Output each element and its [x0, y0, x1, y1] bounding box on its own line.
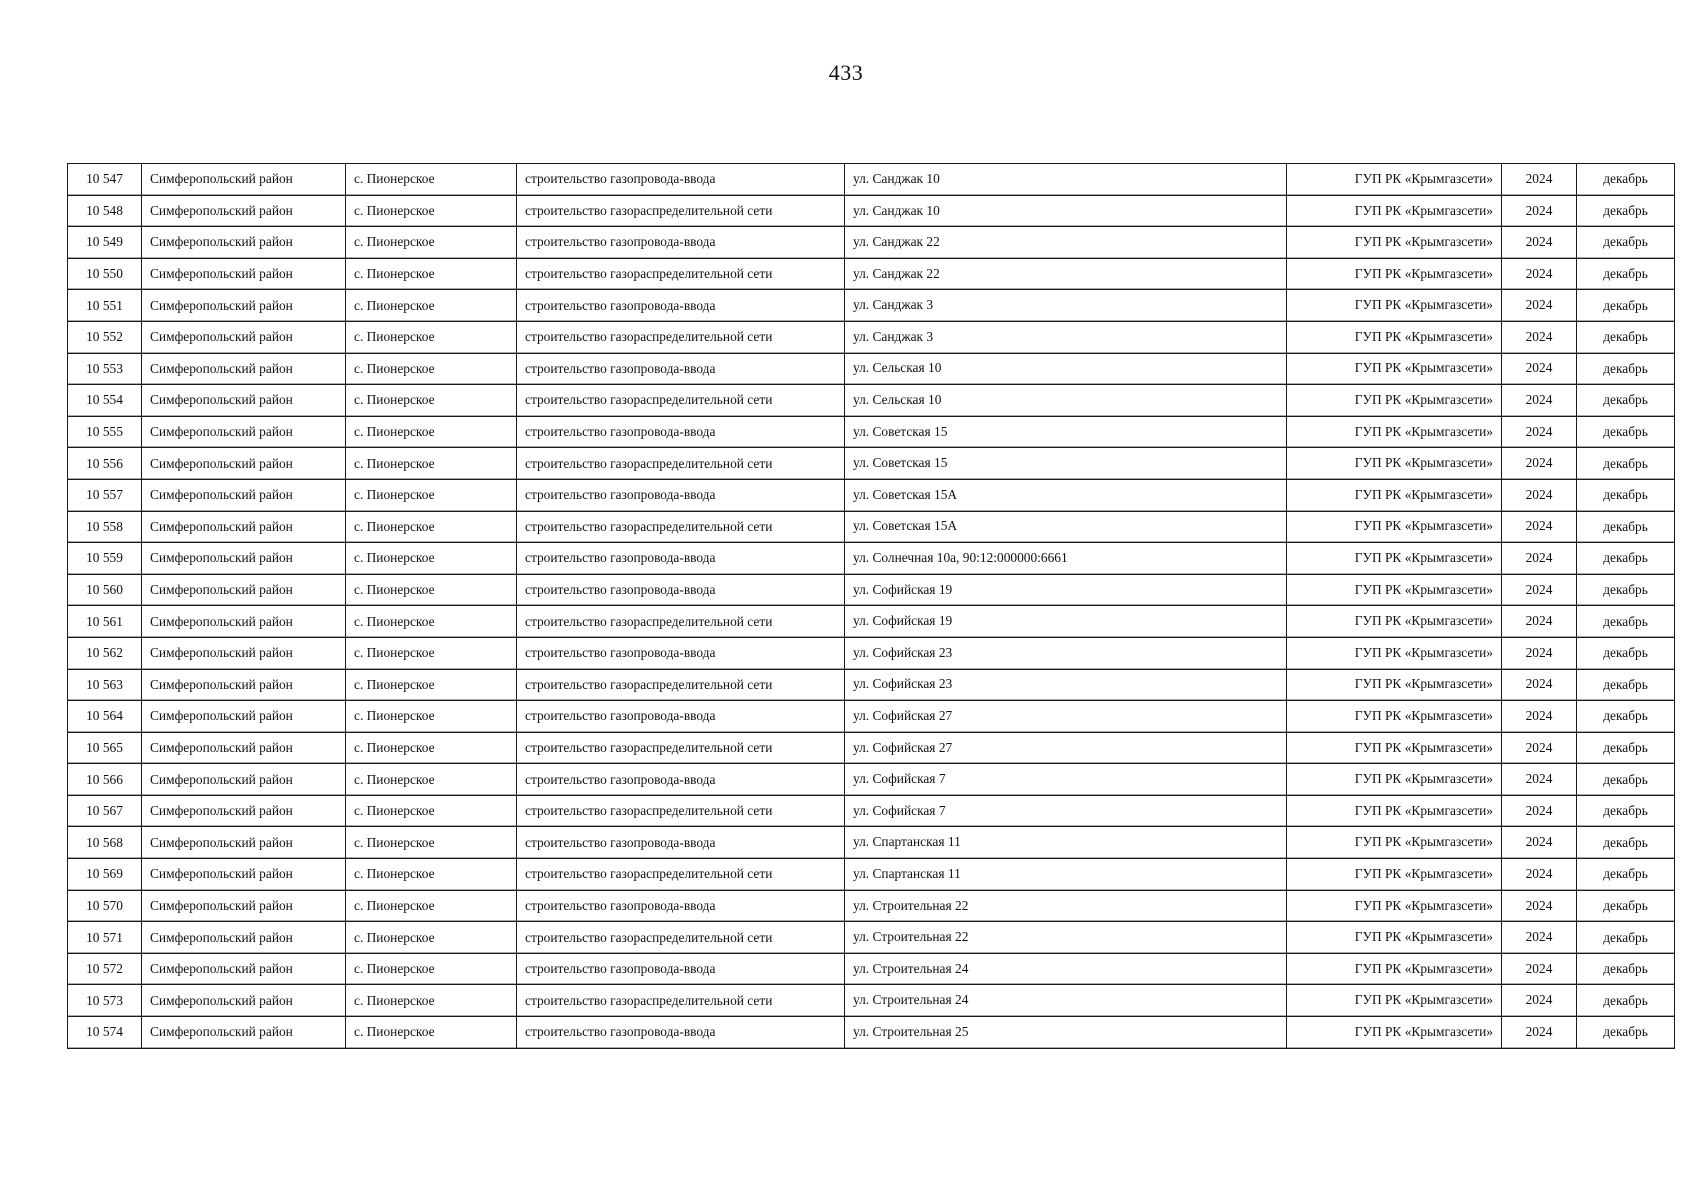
row-number: 10 560	[68, 574, 142, 606]
district-cell: Симферопольский район	[142, 606, 346, 638]
table-row	[68, 795, 1675, 827]
district-cell: Симферопольский район	[142, 890, 346, 922]
organization-cell: ГУП РК «Крымгазсети»	[1287, 479, 1502, 511]
work-type-cell: строительство газопровода-ввода	[517, 827, 845, 859]
row-number: 10 557	[68, 479, 142, 511]
work-type-cell: строительство газопровода-ввода	[517, 574, 845, 606]
table-row	[68, 385, 1675, 417]
district-cell: Симферопольский район	[142, 164, 346, 196]
address-cell: ул. Санджак 10	[845, 164, 1287, 196]
month-cell: декабрь	[1577, 164, 1675, 196]
organization-cell: ГУП РК «Крымгазсети»	[1287, 922, 1502, 954]
village-cell: с. Пионерское	[346, 511, 517, 543]
work-type-cell: строительство газораспределительной сети	[517, 385, 845, 417]
district-cell: Симферопольский район	[142, 953, 346, 985]
work-type-cell: строительство газопровода-ввода	[517, 416, 845, 448]
work-type-cell: строительство газопровода-ввода	[517, 701, 845, 733]
work-type-cell: строительство газораспределительной сети	[517, 321, 845, 353]
organization-cell: ГУП РК «Крымгазсети»	[1287, 606, 1502, 638]
year-cell: 2024	[1502, 859, 1577, 891]
page-number: 433	[828, 60, 864, 85]
row-number: 10 559	[68, 543, 142, 575]
organization-cell: ГУП РК «Крымгазсети»	[1287, 385, 1502, 417]
district-cell: Симферопольский район	[142, 416, 346, 448]
address-cell: ул. Санджак 3	[845, 321, 1287, 353]
organization-cell: ГУП РК «Крымгазсети»	[1287, 953, 1502, 985]
row-number: 10 558	[68, 511, 142, 543]
organization-cell: ГУП РК «Крымгазсети»	[1287, 195, 1502, 227]
village-cell: с. Пионерское	[346, 606, 517, 638]
year-cell: 2024	[1502, 321, 1577, 353]
district-cell: Симферопольский район	[142, 764, 346, 796]
table-row	[68, 732, 1675, 764]
row-number: 10 565	[68, 732, 142, 764]
registry-table	[67, 163, 1675, 1049]
district-cell: Симферопольский район	[142, 1017, 346, 1049]
village-cell: с. Пионерское	[346, 227, 517, 259]
month-cell: декабрь	[1577, 574, 1675, 606]
district-cell: Симферопольский район	[142, 321, 346, 353]
month-cell: декабрь	[1577, 890, 1675, 922]
address-cell: ул. Солнечная 10а, 90:12:000000:6661	[845, 543, 1287, 575]
year-cell: 2024	[1502, 764, 1577, 796]
table-row	[68, 511, 1675, 543]
organization-cell: ГУП РК «Крымгазсети»	[1287, 669, 1502, 701]
district-cell: Симферопольский район	[142, 385, 346, 417]
organization-cell: ГУП РК «Крымгазсети»	[1287, 764, 1502, 796]
organization-cell: ГУП РК «Крымгазсети»	[1287, 701, 1502, 733]
work-type-cell: строительство газораспределительной сети	[517, 511, 845, 543]
row-number: 10 552	[68, 321, 142, 353]
row-number: 10 548	[68, 195, 142, 227]
district-cell: Симферопольский район	[142, 290, 346, 322]
work-type-cell: строительство газопровода-ввода	[517, 479, 845, 511]
work-type-cell: строительство газопровода-ввода	[517, 290, 845, 322]
year-cell: 2024	[1502, 606, 1577, 638]
district-cell: Симферопольский район	[142, 258, 346, 290]
year-cell: 2024	[1502, 479, 1577, 511]
table-row	[68, 922, 1675, 954]
row-number: 10 550	[68, 258, 142, 290]
table-row	[68, 953, 1675, 985]
district-cell: Симферопольский район	[142, 543, 346, 575]
year-cell: 2024	[1502, 164, 1577, 196]
address-cell: ул. Софийская 23	[845, 637, 1287, 669]
year-cell: 2024	[1502, 827, 1577, 859]
district-cell: Симферопольский район	[142, 922, 346, 954]
year-cell: 2024	[1502, 353, 1577, 385]
year-cell: 2024	[1502, 227, 1577, 259]
work-type-cell: строительство газораспределительной сети	[517, 448, 845, 480]
row-number: 10 553	[68, 353, 142, 385]
village-cell: с. Пионерское	[346, 1017, 517, 1049]
month-cell: декабрь	[1577, 321, 1675, 353]
district-cell: Симферопольский район	[142, 448, 346, 480]
table-row	[68, 416, 1675, 448]
district-cell: Симферопольский район	[142, 574, 346, 606]
organization-cell: ГУП РК «Крымгазсети»	[1287, 1017, 1502, 1049]
organization-cell: ГУП РК «Крымгазсети»	[1287, 448, 1502, 480]
year-cell: 2024	[1502, 1017, 1577, 1049]
village-cell: с. Пионерское	[346, 574, 517, 606]
year-cell: 2024	[1502, 448, 1577, 480]
address-cell: ул. Советская 15	[845, 448, 1287, 480]
year-cell: 2024	[1502, 985, 1577, 1017]
work-type-cell: строительство газораспределительной сети	[517, 258, 845, 290]
work-type-cell: строительство газопровода-ввода	[517, 353, 845, 385]
row-number: 10 555	[68, 416, 142, 448]
district-cell: Симферопольский район	[142, 479, 346, 511]
work-type-cell: строительство газопровода-ввода	[517, 764, 845, 796]
month-cell: декабрь	[1577, 195, 1675, 227]
village-cell: с. Пионерское	[346, 795, 517, 827]
address-cell: ул. Спартанская 11	[845, 827, 1287, 859]
district-cell: Симферопольский район	[142, 195, 346, 227]
row-number: 10 549	[68, 227, 142, 259]
work-type-cell: строительство газораспределительной сети	[517, 732, 845, 764]
address-cell: ул. Санджак 3	[845, 290, 1287, 322]
year-cell: 2024	[1502, 543, 1577, 575]
address-cell: ул. Санджак 22	[845, 227, 1287, 259]
month-cell: декабрь	[1577, 511, 1675, 543]
row-number: 10 572	[68, 953, 142, 985]
table-row	[68, 890, 1675, 922]
village-cell: с. Пионерское	[346, 416, 517, 448]
address-cell: ул. Софийская 19	[845, 606, 1287, 638]
year-cell: 2024	[1502, 922, 1577, 954]
district-cell: Симферопольский район	[142, 353, 346, 385]
address-cell: ул. Советская 15А	[845, 479, 1287, 511]
address-cell: ул. Сельская 10	[845, 353, 1287, 385]
month-cell: декабрь	[1577, 859, 1675, 891]
work-type-cell: строительство газораспределительной сети	[517, 859, 845, 891]
month-cell: декабрь	[1577, 385, 1675, 417]
address-cell: ул. Софийская 7	[845, 764, 1287, 796]
row-number: 10 556	[68, 448, 142, 480]
organization-cell: ГУП РК «Крымгазсети»	[1287, 827, 1502, 859]
organization-cell: ГУП РК «Крымгазсети»	[1287, 511, 1502, 543]
year-cell: 2024	[1502, 890, 1577, 922]
address-cell: ул. Советская 15	[845, 416, 1287, 448]
table-row	[68, 227, 1675, 259]
village-cell: с. Пионерское	[346, 543, 517, 575]
village-cell: с. Пионерское	[346, 164, 517, 196]
organization-cell: ГУП РК «Крымгазсети»	[1287, 321, 1502, 353]
row-number: 10 568	[68, 827, 142, 859]
table-row	[68, 290, 1675, 322]
organization-cell: ГУП РК «Крымгазсети»	[1287, 227, 1502, 259]
district-cell: Симферопольский район	[142, 511, 346, 543]
month-cell: декабрь	[1577, 985, 1675, 1017]
district-cell: Симферопольский район	[142, 732, 346, 764]
work-type-cell: строительство газопровода-ввода	[517, 890, 845, 922]
work-type-cell: строительство газораспределительной сети	[517, 669, 845, 701]
address-cell: ул. Спартанская 11	[845, 859, 1287, 891]
organization-cell: ГУП РК «Крымгазсети»	[1287, 890, 1502, 922]
village-cell: с. Пионерское	[346, 448, 517, 480]
year-cell: 2024	[1502, 732, 1577, 764]
village-cell: с. Пионерское	[346, 922, 517, 954]
month-cell: декабрь	[1577, 669, 1675, 701]
village-cell: с. Пионерское	[346, 195, 517, 227]
organization-cell: ГУП РК «Крымгазсети»	[1287, 637, 1502, 669]
row-number: 10 547	[68, 164, 142, 196]
address-cell: ул. Санджак 10	[845, 195, 1287, 227]
year-cell: 2024	[1502, 511, 1577, 543]
village-cell: с. Пионерское	[346, 764, 517, 796]
row-number: 10 564	[68, 701, 142, 733]
work-type-cell: строительство газопровода-ввода	[517, 953, 845, 985]
row-number: 10 569	[68, 859, 142, 891]
address-cell: ул. Строительная 25	[845, 1017, 1287, 1049]
organization-cell: ГУП РК «Крымгазсети»	[1287, 258, 1502, 290]
district-cell: Симферопольский район	[142, 669, 346, 701]
village-cell: с. Пионерское	[346, 985, 517, 1017]
table-row	[68, 764, 1675, 796]
address-cell: ул. Строительная 24	[845, 985, 1287, 1017]
district-cell: Симферопольский район	[142, 701, 346, 733]
work-type-cell: строительство газораспределительной сети	[517, 922, 845, 954]
district-cell: Симферопольский район	[142, 637, 346, 669]
work-type-cell: строительство газопровода-ввода	[517, 637, 845, 669]
work-type-cell: строительство газопровода-ввода	[517, 1017, 845, 1049]
address-cell: ул. Санджак 22	[845, 258, 1287, 290]
row-number: 10 567	[68, 795, 142, 827]
organization-cell: ГУП РК «Крымгазсети»	[1287, 985, 1502, 1017]
month-cell: декабрь	[1577, 922, 1675, 954]
table-row	[68, 637, 1675, 669]
work-type-cell: строительство газопровода-ввода	[517, 164, 845, 196]
organization-cell: ГУП РК «Крымгазсети»	[1287, 353, 1502, 385]
table-row	[68, 543, 1675, 575]
village-cell: с. Пионерское	[346, 669, 517, 701]
month-cell: декабрь	[1577, 764, 1675, 796]
table-row	[68, 195, 1675, 227]
year-cell: 2024	[1502, 258, 1577, 290]
table-row	[68, 479, 1675, 511]
row-number: 10 574	[68, 1017, 142, 1049]
month-cell: декабрь	[1577, 258, 1675, 290]
village-cell: с. Пионерское	[346, 290, 517, 322]
table-row	[68, 258, 1675, 290]
table-row	[68, 353, 1675, 385]
address-cell: ул. Советская 15А	[845, 511, 1287, 543]
organization-cell: ГУП РК «Крымгазсети»	[1287, 574, 1502, 606]
village-cell: с. Пионерское	[346, 385, 517, 417]
row-number: 10 570	[68, 890, 142, 922]
address-cell: ул. Софийская 27	[845, 701, 1287, 733]
table-row	[68, 669, 1675, 701]
village-cell: с. Пионерское	[346, 637, 517, 669]
row-number: 10 562	[68, 637, 142, 669]
year-cell: 2024	[1502, 195, 1577, 227]
month-cell: декабрь	[1577, 953, 1675, 985]
year-cell: 2024	[1502, 416, 1577, 448]
table-row	[68, 827, 1675, 859]
table-row	[68, 606, 1675, 638]
village-cell: с. Пионерское	[346, 859, 517, 891]
month-cell: декабрь	[1577, 479, 1675, 511]
table-row	[68, 1017, 1675, 1049]
table-row	[68, 164, 1675, 196]
address-cell: ул. Софийская 27	[845, 732, 1287, 764]
organization-cell: ГУП РК «Крымгазсети»	[1287, 416, 1502, 448]
organization-cell: ГУП РК «Крымгазсети»	[1287, 543, 1502, 575]
organization-cell: ГУП РК «Крымгазсети»	[1287, 290, 1502, 322]
year-cell: 2024	[1502, 385, 1577, 417]
row-number: 10 561	[68, 606, 142, 638]
village-cell: с. Пионерское	[346, 479, 517, 511]
month-cell: декабрь	[1577, 290, 1675, 322]
address-cell: ул. Строительная 24	[845, 953, 1287, 985]
month-cell: декабрь	[1577, 227, 1675, 259]
year-cell: 2024	[1502, 669, 1577, 701]
year-cell: 2024	[1502, 574, 1577, 606]
village-cell: с. Пионерское	[346, 258, 517, 290]
year-cell: 2024	[1502, 701, 1577, 733]
organization-cell: ГУП РК «Крымгазсети»	[1287, 859, 1502, 891]
row-number: 10 573	[68, 985, 142, 1017]
district-cell: Симферопольский район	[142, 985, 346, 1017]
table-row	[68, 859, 1675, 891]
registry-table-body	[68, 164, 1675, 1049]
work-type-cell: строительство газопровода-ввода	[517, 543, 845, 575]
month-cell: декабрь	[1577, 795, 1675, 827]
month-cell: декабрь	[1577, 827, 1675, 859]
address-cell: ул. Сельская 10	[845, 385, 1287, 417]
district-cell: Симферопольский район	[142, 795, 346, 827]
address-cell: ул. Софийская 19	[845, 574, 1287, 606]
row-number: 10 551	[68, 290, 142, 322]
address-cell: ул. Строительная 22	[845, 922, 1287, 954]
village-cell: с. Пионерское	[346, 732, 517, 764]
village-cell: с. Пионерское	[346, 353, 517, 385]
month-cell: декабрь	[1577, 732, 1675, 764]
year-cell: 2024	[1502, 953, 1577, 985]
work-type-cell: строительство газораспределительной сети	[517, 985, 845, 1017]
month-cell: декабрь	[1577, 1017, 1675, 1049]
address-cell: ул. Строительная 22	[845, 890, 1287, 922]
work-type-cell: строительство газораспределительной сети	[517, 606, 845, 638]
district-cell: Симферопольский район	[142, 859, 346, 891]
month-cell: декабрь	[1577, 637, 1675, 669]
organization-cell: ГУП РК «Крымгазсети»	[1287, 795, 1502, 827]
district-cell: Симферопольский район	[142, 227, 346, 259]
year-cell: 2024	[1502, 795, 1577, 827]
month-cell: декабрь	[1577, 543, 1675, 575]
work-type-cell: строительство газораспределительной сети	[517, 195, 845, 227]
month-cell: декабрь	[1577, 448, 1675, 480]
village-cell: с. Пионерское	[346, 953, 517, 985]
table-row	[68, 321, 1675, 353]
row-number: 10 571	[68, 922, 142, 954]
month-cell: декабрь	[1577, 416, 1675, 448]
organization-cell: ГУП РК «Крымгазсети»	[1287, 732, 1502, 764]
month-cell: декабрь	[1577, 606, 1675, 638]
table-row	[68, 574, 1675, 606]
month-cell: декабрь	[1577, 353, 1675, 385]
address-cell: ул. Софийская 7	[845, 795, 1287, 827]
village-cell: с. Пионерское	[346, 827, 517, 859]
row-number: 10 563	[68, 669, 142, 701]
row-number: 10 554	[68, 385, 142, 417]
table-row	[68, 985, 1675, 1017]
year-cell: 2024	[1502, 290, 1577, 322]
work-type-cell: строительство газораспределительной сети	[517, 795, 845, 827]
month-cell: декабрь	[1577, 701, 1675, 733]
district-cell: Симферопольский район	[142, 827, 346, 859]
table-row	[68, 448, 1675, 480]
row-number: 10 566	[68, 764, 142, 796]
village-cell: с. Пионерское	[346, 321, 517, 353]
address-cell: ул. Софийская 23	[845, 669, 1287, 701]
organization-cell: ГУП РК «Крымгазсети»	[1287, 164, 1502, 196]
village-cell: с. Пионерское	[346, 701, 517, 733]
village-cell: с. Пионерское	[346, 890, 517, 922]
work-type-cell: строительство газопровода-ввода	[517, 227, 845, 259]
year-cell: 2024	[1502, 637, 1577, 669]
table-row	[68, 701, 1675, 733]
